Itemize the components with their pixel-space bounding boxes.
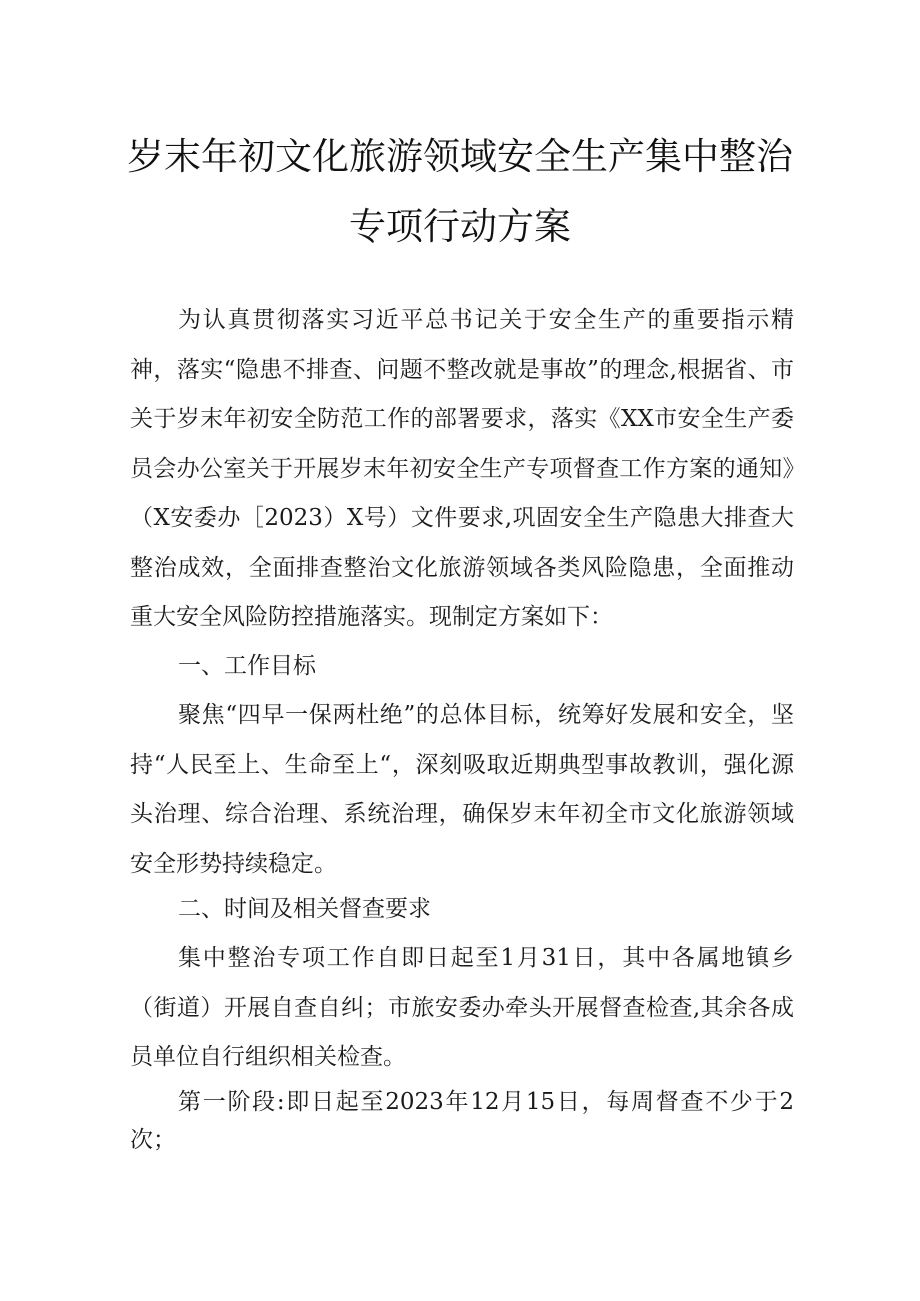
phase-one-paragraph: 第一阶段:即日起至2023年12月15日，每周督查不少于2次； [130,1089,794,1153]
section-heading-goals: 一、工作目标 [178,653,316,679]
schedule-paragraph: 集中整治专项工作自即日起至1月31日，其中各属地镇乡（街道）开展自查自纠；市旅安委办牵头开展督查检查,其余各成员单位自行组织相关检查。 [130,945,794,1070]
intro-paragraph: 为认真贯彻落实习近平总书记关于安全生产的重要指示精神，落实“隐患不排查、问题不整改就是事故”的理念,根据省、市关于岁末年初安全防范工作的部署要求，落实《XX市安全生产委员会办公室关于开展岁末年初安全生产专项督查工作方案的通知》（X安委办［2023）X号）文件要求,巩固安全生产隐患大排查大整治成效，全面排查整治文化旅游领域各类风险隐患，全面推动重大安全风险防控措施落实。现制定方案如下： [130,307,794,630]
document-title-line-2: 专项行动方案 [349,205,571,248]
section-heading-schedule: 二、时间及相关督查要求 [178,896,431,922]
goals-paragraph: 聚焦“四早一保两杜绝”的总体目标，统筹好发展和安全，坚持“人民至上、生命至上“，深刻吸取近期典型事故教训，强化源头治理、综合治理、系统治理，确保岁末年初全市文化旅游领域安全形势持续稳定。 [130,702,794,877]
document-title-line-1: 岁末年初文化旅游领域安全生产集中整治 [127,135,793,178]
